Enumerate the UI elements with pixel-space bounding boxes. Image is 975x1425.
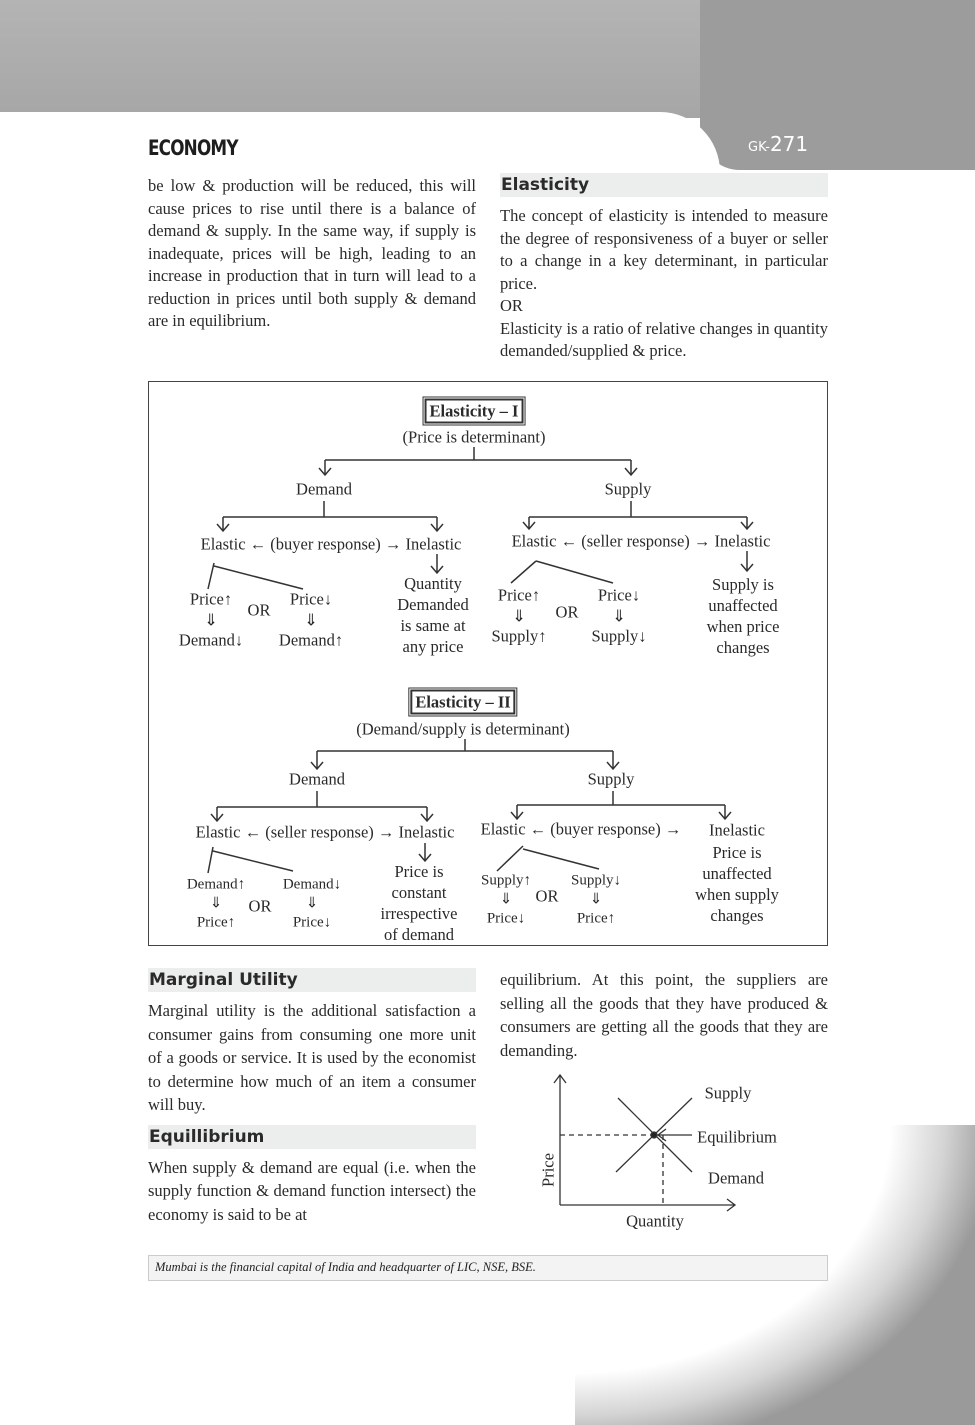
marginal-section bbox=[148, 968, 476, 1226]
l: Supply↓ bbox=[570, 872, 622, 889]
e2-supply: Supply bbox=[587, 769, 635, 789]
e2-demand-a bbox=[187, 876, 245, 933]
l: any price bbox=[402, 637, 464, 656]
l: Supply↓ bbox=[591, 626, 647, 646]
l: Price is bbox=[394, 862, 444, 881]
tree-e2 bbox=[208, 739, 731, 873]
e2-supply-a bbox=[481, 872, 531, 929]
l: ⇓ bbox=[209, 895, 223, 912]
l: Price↓ bbox=[292, 914, 332, 931]
graph-x-label: Quantity bbox=[626, 1211, 684, 1231]
elasticity-diagram bbox=[148, 381, 828, 946]
e1-demand-inelastic bbox=[397, 573, 468, 657]
elasticity-heading: Elasticity bbox=[500, 173, 828, 197]
section-title: ECONOMY bbox=[148, 136, 238, 160]
marginal-heading: Marginal Utility bbox=[148, 968, 476, 992]
l: Price↓ bbox=[289, 589, 333, 609]
graph-supply-label: Supply bbox=[704, 1083, 752, 1103]
l: Price↓ bbox=[597, 585, 641, 605]
e2-demand: Demand bbox=[289, 769, 345, 789]
elasticity-p1: The concept of elasticity is intended to measure the degree of responsiveness of a buyer or seller to a change in a key determinant, in particular price. bbox=[500, 206, 828, 293]
l: Price↑ bbox=[497, 585, 541, 605]
elasticity-p2: Elasticity is a ratio of relative changes in quantity demanded/supplied & price. bbox=[500, 318, 828, 360]
l: ⇓ bbox=[499, 891, 513, 908]
l: constant bbox=[391, 883, 447, 902]
l: is same at bbox=[400, 616, 466, 635]
page-tab bbox=[700, 0, 975, 170]
l: when price bbox=[706, 617, 780, 636]
elasticity-or: OR bbox=[500, 296, 523, 315]
e2-demand-b bbox=[283, 876, 341, 933]
x-axis bbox=[560, 1199, 735, 1211]
l: Price↑ bbox=[189, 589, 233, 609]
e1-demand-b bbox=[279, 589, 343, 651]
l: Price↑ bbox=[576, 910, 616, 927]
e2-or-2: OR bbox=[535, 886, 559, 906]
l: Price↑ bbox=[196, 914, 236, 931]
e1-supply: Supply bbox=[604, 479, 652, 499]
e1-demand-row: Elastic ← (buyer response) → Inelastic bbox=[200, 534, 462, 554]
e2-supply-inelastic-label: Inelastic bbox=[709, 820, 765, 840]
e2-or: OR bbox=[248, 896, 272, 916]
l: Demand↓ bbox=[178, 630, 244, 650]
l: ⇓ bbox=[512, 605, 526, 625]
l: Demand↓ bbox=[282, 876, 342, 893]
elasticity-2-subtitle: (Demand/supply is determinant) bbox=[356, 719, 570, 739]
equilibrium-text: When supply & demand are equal (i.e. when the supply function & demand function intersect) the economy is said to be at bbox=[148, 1157, 476, 1224]
e1-supply-b bbox=[591, 585, 646, 647]
graph-y-label: Price bbox=[538, 1153, 558, 1187]
elasticity-1-subtitle: (Price is determinant) bbox=[402, 427, 546, 447]
l: Price is bbox=[712, 843, 762, 862]
e2-demand-row: Elastic ← (seller response) → Inelastic bbox=[195, 822, 455, 842]
page-prefix: GK- bbox=[748, 140, 770, 155]
l: ⇓ bbox=[204, 609, 218, 629]
elasticity-2-title: Elasticity – II bbox=[410, 690, 515, 715]
e1-or-2: OR bbox=[555, 602, 579, 622]
l: changes bbox=[716, 638, 770, 657]
page-number bbox=[748, 132, 808, 156]
elasticity-section bbox=[500, 173, 828, 363]
l: ⇓ bbox=[305, 895, 319, 912]
l: irrespective bbox=[380, 904, 458, 923]
graph-equilibrium-label: Equilibrium bbox=[697, 1127, 777, 1147]
l: Price↓ bbox=[486, 910, 526, 927]
graph-demand-label: Demand bbox=[708, 1168, 764, 1188]
l: Supply↑ bbox=[480, 872, 532, 889]
intro-text: be low & production will be reduced, this will cause prices to rise until there is a balance of demand & supply. In the same way, if supply is inadequate, prices will be high, leading to an increase in production that in turn will lead to a reduction in prices until both supply & demand are in equilibrium. bbox=[148, 176, 476, 330]
l: ⇓ bbox=[589, 891, 603, 908]
l: unaffected bbox=[708, 596, 778, 615]
e2-supply-row: Elastic ← (buyer response) → bbox=[480, 819, 682, 839]
l: when supply bbox=[695, 885, 779, 904]
e1-supply-a bbox=[491, 585, 546, 647]
equilibrium-continued: equilibrium. At this point, the suppliers are selling all the goods that they have produced & consumers are getting all the goods that they are demanding. bbox=[500, 970, 828, 1060]
equilibrium-point bbox=[651, 1132, 657, 1138]
l: unaffected bbox=[702, 864, 772, 883]
tree-e1 bbox=[208, 447, 753, 589]
equilibrium-heading: Equillibrium bbox=[148, 1125, 476, 1149]
e1-or: OR bbox=[247, 600, 271, 620]
l: Supply↑ bbox=[491, 626, 547, 646]
fact-note: Mumbai is the financial capital of India and headquarter of LIC, NSE, BSE. bbox=[148, 1255, 828, 1281]
e1-supply-inelastic bbox=[707, 574, 780, 658]
l: changes bbox=[710, 906, 764, 925]
l: Supply is bbox=[712, 575, 774, 594]
e1-supply-row: Elastic ← (seller response) → Inelastic bbox=[511, 531, 771, 551]
page-num: 271 bbox=[769, 132, 809, 156]
l: ⇓ bbox=[304, 609, 318, 629]
equilibrium-dashes bbox=[560, 1135, 663, 1205]
l: Demanded bbox=[397, 595, 469, 614]
elasticity-1-title: Elasticity – I bbox=[425, 399, 524, 424]
e2-supply-b bbox=[571, 872, 621, 929]
marginal-text: Marginal utility is the additional satisfaction a consumer gains from consuming one more unit of a goods or service. It is used by the economist to determine how much of an item a consumer will buy. bbox=[148, 1001, 476, 1114]
e1-demand: Demand bbox=[296, 479, 352, 499]
e2-demand-inelastic bbox=[381, 861, 458, 945]
equilibrium-arrow bbox=[658, 1129, 692, 1141]
e2-supply-inelastic bbox=[695, 842, 779, 926]
l: Quantity bbox=[404, 574, 462, 593]
l: Demand↑ bbox=[278, 630, 344, 650]
l: of demand bbox=[383, 925, 455, 944]
l: ⇓ bbox=[612, 605, 626, 625]
l: Demand↑ bbox=[186, 876, 246, 893]
e1-demand-a bbox=[179, 589, 243, 651]
